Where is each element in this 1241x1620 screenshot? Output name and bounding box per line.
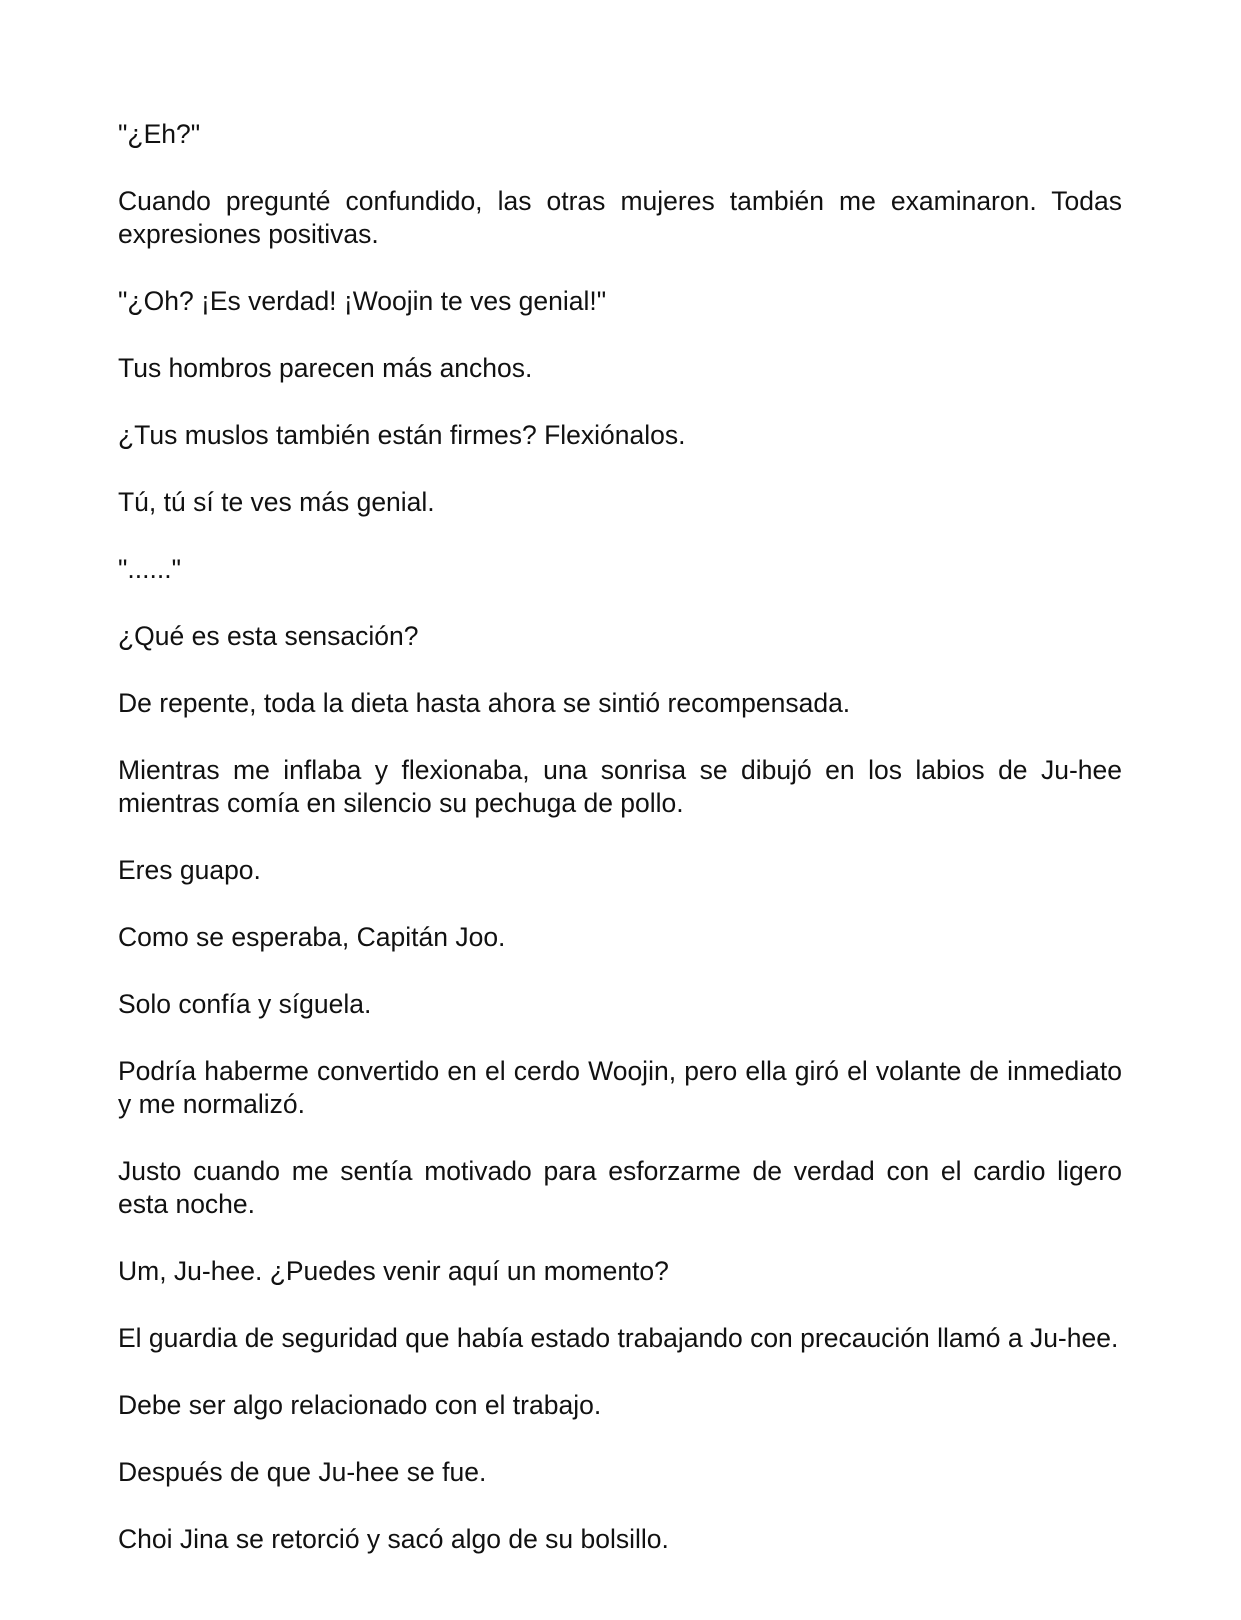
paragraph: Tus hombros parecen más anchos. [118,353,533,383]
paragraph: Tú, tú sí te ves más genial. [118,487,435,517]
paragraph: Justo cuando me sentía motivado para esforzarme de verdad con el cardio ligero esta noche. [118,1156,1122,1219]
paragraph: "¿Oh? ¡Es verdad! ¡Woojin te ves genial!" [118,286,607,316]
paragraph: Debe ser algo relacionado con el trabajo. [118,1390,602,1420]
paragraph: "......" [118,554,181,584]
paragraph: Choi Jina se retorció y sacó algo de su bolsillo. [118,1524,669,1554]
paragraph: ¿Tus muslos también están firmes? Flexiónalos. [118,420,686,450]
paragraph: Cuando pregunté confundido, las otras mujeres también me examinaron. Todas expresiones positivas. [118,186,1122,249]
body-text [118,118,1122,1590]
paragraph: Solo confía y síguela. [118,989,372,1019]
paragraph: De repente, toda la dieta hasta ahora se sintió recompensada. [118,688,851,718]
paragraph: "¿Eh?" [118,119,201,149]
paragraph: El guardia de seguridad que había estado trabajando con precaución llamó a Ju-hee. [118,1323,1119,1353]
paragraph: Podría haberme convertido en el cerdo Woojin, pero ella giró el volante de inmediato y me normalizó. [118,1056,1122,1119]
paragraph: Como se esperaba, Capitán Joo. [118,922,506,952]
paragraph: Eres guapo. [118,855,261,885]
paragraph: ¿Qué es esta sensación? [118,621,419,651]
paragraph: Mientras me inflaba y flexionaba, una sonrisa se dibujó en los labios de Ju-hee mientras comía en silencio su pechuga de pollo. [118,755,1122,818]
paragraph: Um, Ju-hee. ¿Puedes venir aquí un momento? [118,1256,669,1286]
paragraph: Después de que Ju-hee se fue. [118,1457,487,1487]
